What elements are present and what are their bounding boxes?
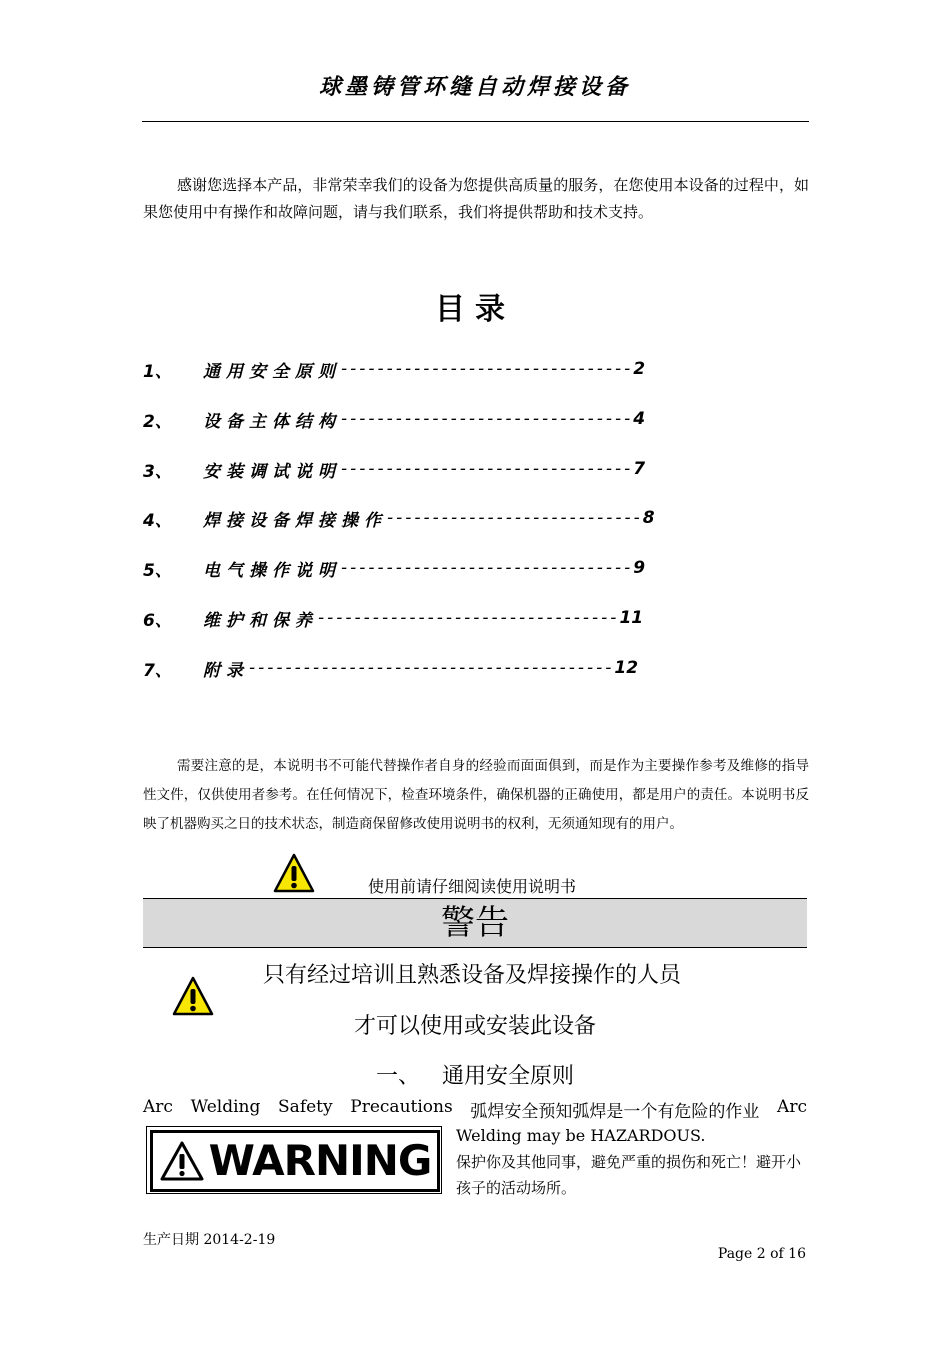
toc-item-leader: -------------------------------- bbox=[341, 409, 634, 429]
warning-bar: 警告 bbox=[143, 898, 807, 948]
header-divider bbox=[142, 121, 809, 122]
notice-paragraph: 需要注意的是，本说明书不可能代替操作者自身的经验而面面俱到，而是作为主要操作参考及维修的指导性文件，仅供使用者参考。在任何情况下，检查环境条件，确保机器的正确使用，都是用户的责任。本说明书反映了机器购买之日的技术状态，制造商保留修改使用说明书的权利，无须通知现有的用户。 bbox=[143, 758, 809, 832]
toc-item[interactable] bbox=[143, 504, 655, 532]
warning-triangle-icon bbox=[273, 852, 315, 894]
toc-item[interactable] bbox=[143, 455, 645, 483]
toc-item-page: 11 bbox=[619, 608, 644, 628]
toc-item-number: 1、 bbox=[143, 361, 172, 382]
arc-word: Arc bbox=[777, 1097, 807, 1117]
toc-item-leader: -------------------------------- bbox=[341, 558, 634, 578]
toc-item-leader: ---------------------------------------- bbox=[249, 658, 615, 678]
toc-item-label: 设备主体结构 bbox=[203, 411, 341, 432]
warning-line-1: 只有经过培训且熟悉设备及焊接操作的人员 bbox=[263, 963, 682, 988]
warning-label bbox=[150, 1130, 440, 1192]
exclamation-triangle-icon bbox=[159, 1140, 205, 1182]
arc-word: Safety bbox=[278, 1097, 333, 1117]
toc-item-number: 5、 bbox=[143, 560, 172, 581]
toc-item-page: 9 bbox=[633, 558, 646, 578]
hazard-chinese: 保护你及其他同事，避免严重的损伤和死亡！避开小孩子的活动场所。 bbox=[456, 1153, 802, 1197]
toc-item-page: 8 bbox=[642, 508, 655, 528]
warning-line-2: 才可以使用或安装此设备 bbox=[354, 1014, 597, 1039]
toc-item-label: 电气操作说明 bbox=[203, 560, 341, 581]
toc-item-number: 7、 bbox=[143, 660, 172, 681]
toc-item[interactable] bbox=[143, 405, 645, 433]
toc-item[interactable] bbox=[143, 355, 645, 383]
toc-item-label: 维护和保养 bbox=[203, 610, 318, 631]
header-title: 球墨铸管环缝自动焊接设备 bbox=[318, 75, 631, 100]
toc-item-leader: -------------------------------- bbox=[341, 459, 634, 479]
toc-item-leader: ---------------------------- bbox=[387, 508, 643, 528]
toc-item-page: 2 bbox=[633, 359, 646, 379]
warning-word: WARNING bbox=[208, 1136, 432, 1185]
hazard-text bbox=[456, 1123, 808, 1201]
arc-word: Arc bbox=[143, 1097, 173, 1117]
read-manual-notice: 使用前请仔细阅读使用说明书 bbox=[368, 877, 577, 896]
toc-item-number: 6、 bbox=[143, 610, 172, 631]
toc-item-number: 3、 bbox=[143, 461, 172, 482]
page-number: Page 2 of 16 bbox=[717, 1246, 806, 1262]
toc-item-number: 4、 bbox=[143, 510, 172, 531]
toc-item-label: 通用安全原则 bbox=[203, 361, 341, 382]
toc-item-page: 7 bbox=[633, 459, 646, 479]
intro-paragraph: 感谢您选择本产品，非常荣幸我们的设备为您提供高质量的服务，在您使用本设备的过程中，如果您使用中有操作和故障问题，请与我们联系，我们将提供帮助和技术支持。 bbox=[143, 176, 809, 221]
toc-item-label: 安装调试说明 bbox=[203, 461, 341, 482]
section-heading bbox=[0, 1059, 950, 1090]
toc-item[interactable] bbox=[143, 654, 638, 682]
arc-welding-line bbox=[143, 1097, 807, 1122]
toc-item-leader: -------------------------------- bbox=[341, 359, 634, 379]
hazard-english: Welding may be HAZARDOUS. bbox=[456, 1126, 706, 1145]
toc-item-page: 4 bbox=[633, 409, 646, 429]
warning-triangle-icon bbox=[172, 975, 214, 1017]
production-date: 生产日期 2014-2-19 bbox=[143, 1232, 276, 1248]
section-title: 通用安全原则 bbox=[442, 1064, 575, 1089]
toc-item[interactable] bbox=[143, 554, 645, 582]
arc-word: Welding bbox=[190, 1097, 261, 1117]
toc-item-number: 2、 bbox=[143, 411, 172, 432]
toc-title: 目录 bbox=[435, 292, 515, 327]
arc-word: Precautions bbox=[350, 1097, 453, 1117]
toc-item-page: 12 bbox=[614, 658, 639, 678]
toc-item[interactable] bbox=[143, 604, 643, 632]
arc-word: 弧焊安全预知弧焊是一个有危险的作业 bbox=[470, 1102, 760, 1122]
toc-item-label: 附录 bbox=[203, 660, 249, 681]
section-number: 一、 bbox=[375, 1064, 420, 1089]
toc-item-leader: --------------------------------- bbox=[318, 608, 620, 628]
toc-item-label: 焊接设备焊接操作 bbox=[203, 510, 387, 531]
